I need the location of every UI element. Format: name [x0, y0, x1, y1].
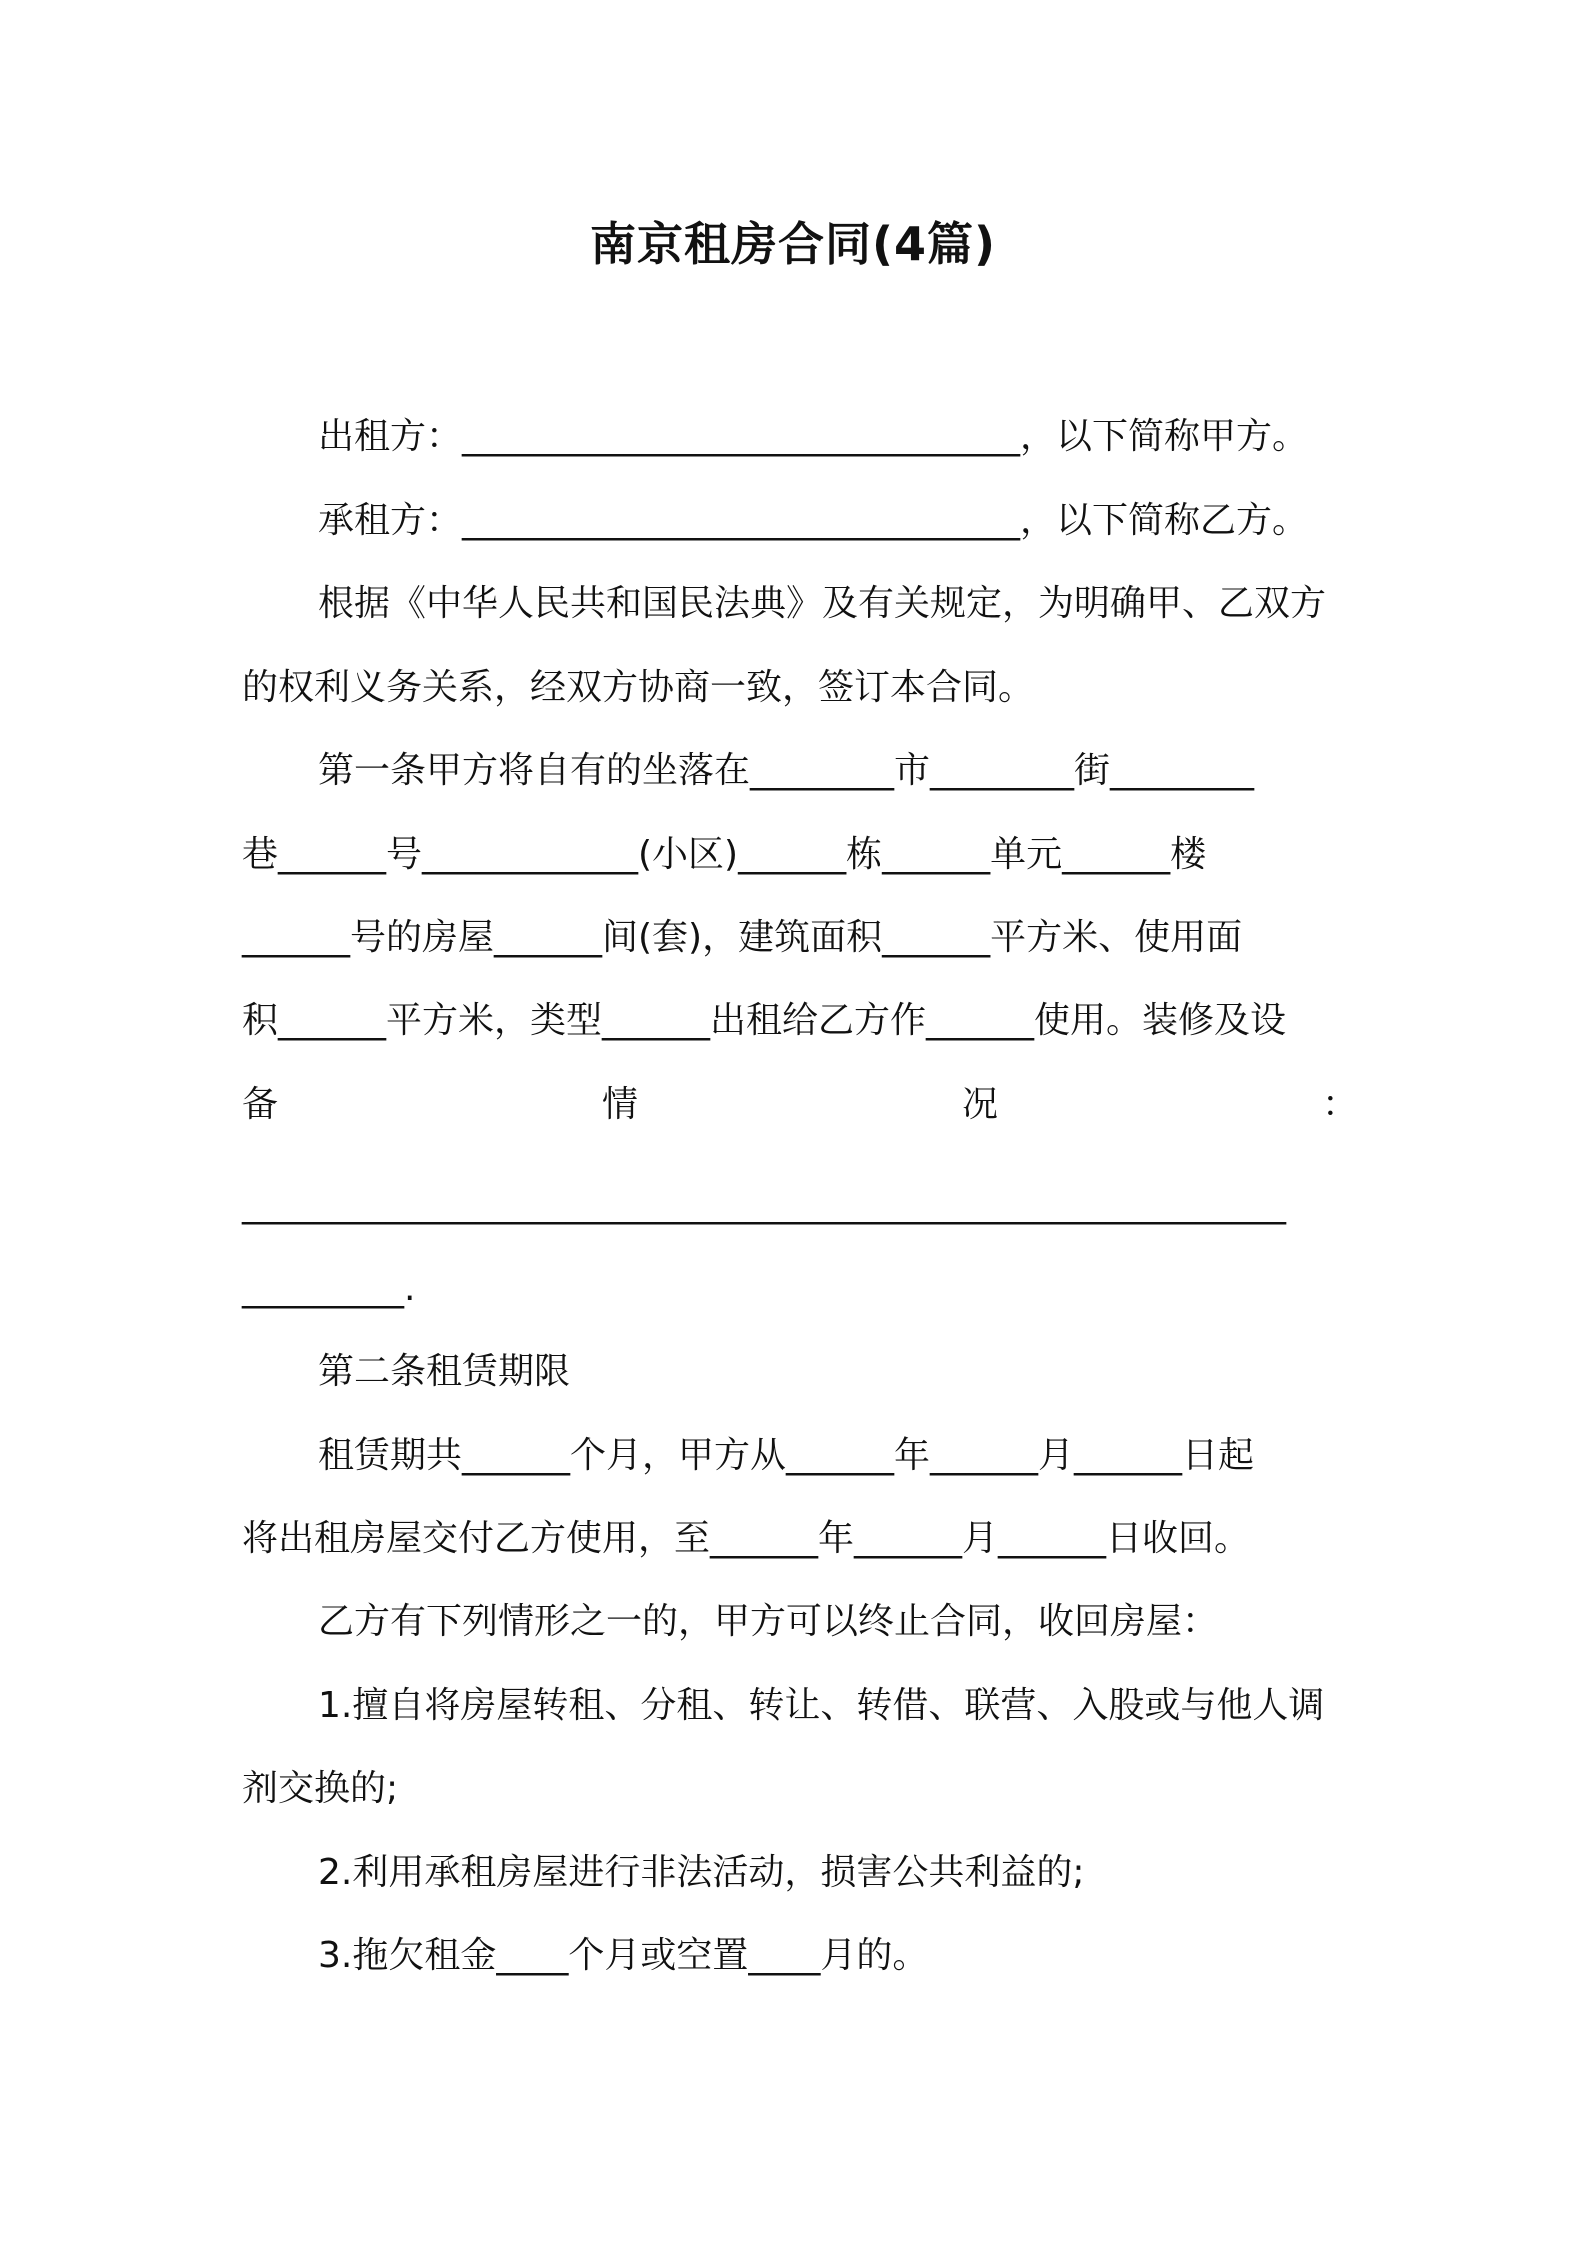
justified-char: ： [1321, 1084, 1358, 1125]
justified-char: 情 [601, 1084, 638, 1125]
termination-item-2: 2.利用承租房屋进行非法活动，损害公共利益的; [318, 1852, 1085, 1893]
article-2-heading: 第二条租赁期限 [318, 1351, 571, 1392]
termination-intro: 乙方有下列情形之一的，甲方可以终止合同，收回房屋： [318, 1601, 1219, 1642]
termination-item-1: 1.擅自将房屋转租、分租、转让、转借、联营、入股或与他人调 [318, 1685, 1325, 1726]
article-1-line-5 [242, 1080, 1358, 1130]
termination-item-1-cont: 剂交换的; [242, 1768, 399, 1809]
article-2-line-2: 将出租房屋交付乙方使用，至______年______月______日收回。 [242, 1518, 1251, 1559]
termination-item-3: 3.拖欠租金____个月或空置____月的。 [318, 1935, 929, 1976]
justified-char: 备 [242, 1084, 279, 1125]
justified-char: 况 [961, 1084, 998, 1125]
preamble-line-2: 的权利义务关系，经双方协商一致，签订本合同。 [242, 667, 1035, 708]
article-1-line-2: 巷______号____________(小区)______栋______单元______楼 [242, 834, 1207, 875]
lessor-line: 出租方：_______________________________，以下简称甲方。 [318, 416, 1309, 457]
preamble-line-1: 根据《中华人民共和国民法典》及有关规定，为明确甲、乙双方 [318, 583, 1327, 624]
article-1-line-3: ______号的房屋______间(套)，建筑面积______平方米、使用面 [242, 917, 1243, 958]
lessee-line: 承租方：_______________________________，以下简称乙方。 [318, 500, 1309, 541]
article-1-line-1: 第一条甲方将自有的坐落在________市________街________ [318, 750, 1255, 791]
document-title: 南京租房合同(4篇) [589, 217, 997, 271]
article-1-line-4: 积______平方米，类型______出租给乙方作______使用。装修及设 [242, 1000, 1287, 1041]
equipment-blank-line: __________________________________________________________ [242, 1184, 1286, 1225]
article-2-line-1: 租赁期共______个月，甲方从______年______月______日起 [318, 1435, 1255, 1476]
equipment-blank-end: _________. [242, 1268, 416, 1309]
